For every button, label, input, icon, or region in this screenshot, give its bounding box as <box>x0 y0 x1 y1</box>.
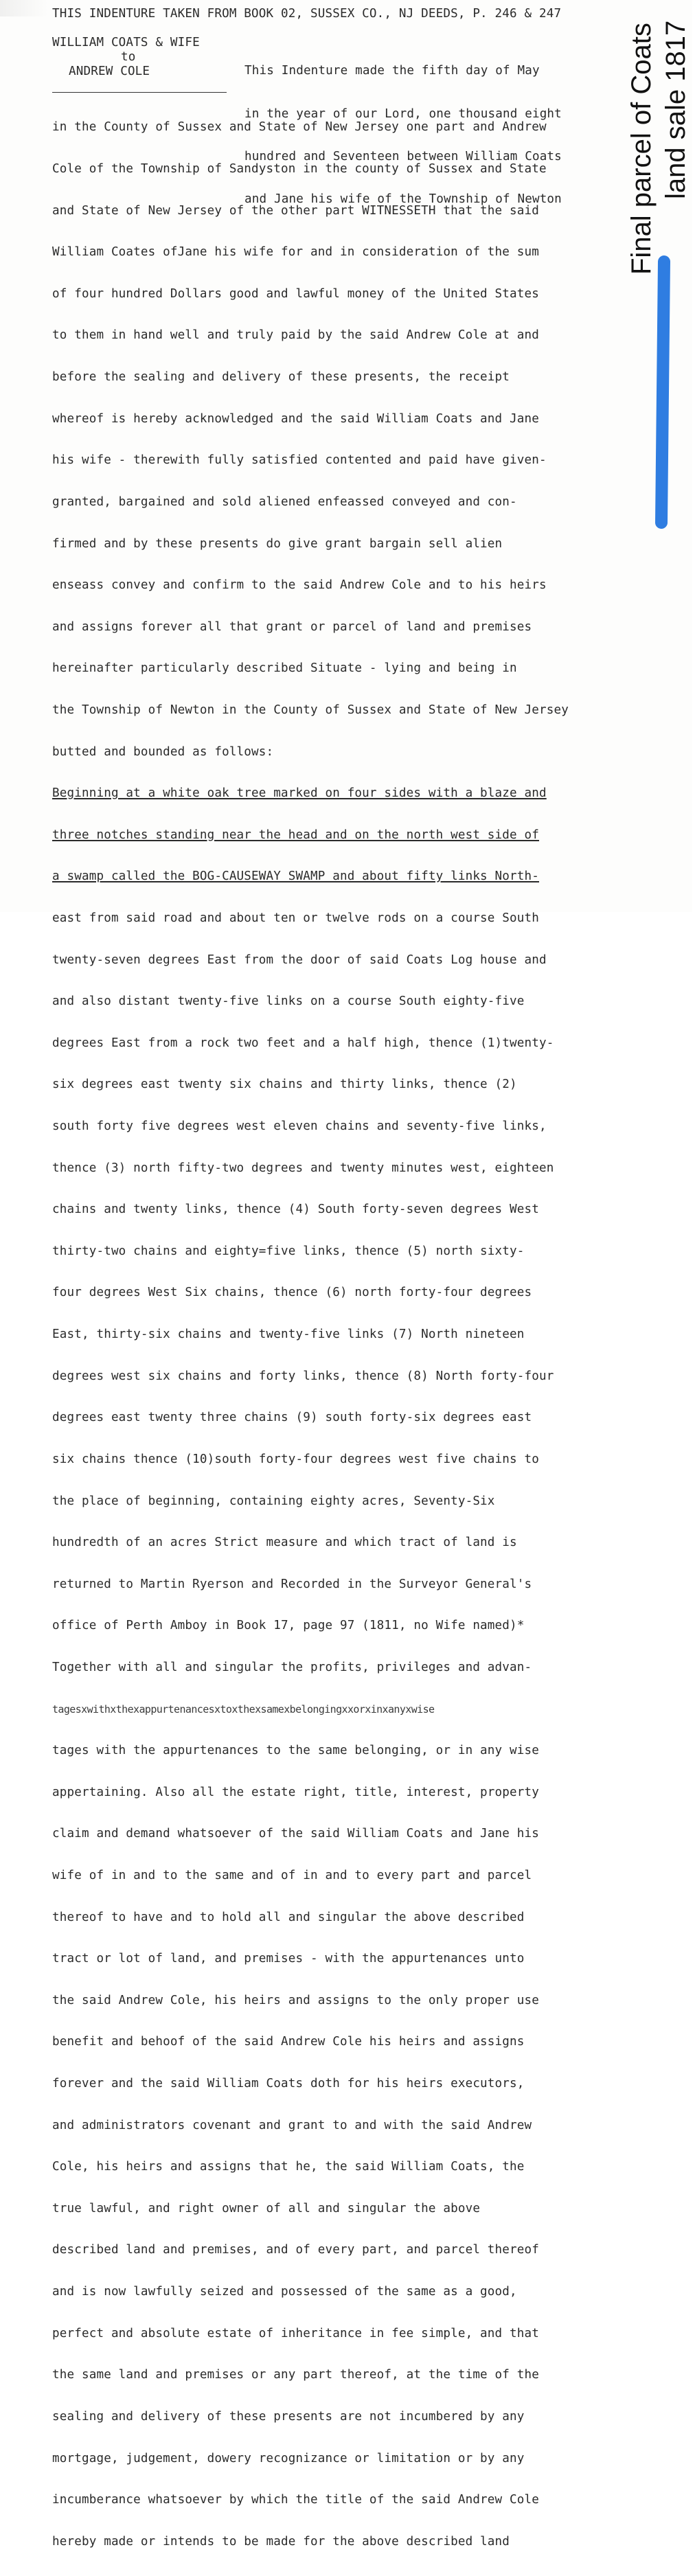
body-line: wife of in and to the same and of in and to every part and parcel <box>52 1869 532 1882</box>
body-line: six chains thence (10)south forty-four degrees west five chains to <box>52 1452 539 1466</box>
document-title: THIS INDENTURE TAKEN FROM BOOK 02, SUSSEX CO., NJ DEEDS, P. 246 & 247 <box>52 7 562 21</box>
body-line: chains and twenty links, thence (4) South forty-seven degrees West <box>52 1202 539 1217</box>
body-line: thereof to have and to hold all and singular the above described <box>52 1910 525 1924</box>
body-line: incumberance whatsoever by which the title of the said Andrew Cole <box>52 2493 539 2507</box>
body-line: and is now lawfully seized and possessed of the same as a good, <box>52 2285 517 2299</box>
parties-block <box>52 36 200 79</box>
body-line: returned to Martin Ryerson and Recorded in the Surveyor General's <box>52 1577 532 1591</box>
annotation-line-1: Final parcel of Coats <box>626 23 657 275</box>
grantor-name: WILLIAM COATS & WIFE <box>52 36 200 49</box>
body-line: and assigns forever all that grant or parcel of land and premises <box>52 619 532 634</box>
body-line: perfect and absolute estate of inheritance in fee simple, and that <box>52 2326 539 2340</box>
body-line: Cole, his heirs and assigns that he, the said William Coats, the <box>52 2160 525 2174</box>
boundary-line: three notches standing near the head and on the north west side of <box>52 828 539 842</box>
struck-out-line: tagesxwithxthexappurtenancesxtoxthexsamexbelongingxxorxinxanyxwise <box>52 1702 435 1716</box>
grantee-name: ANDREW COLE <box>69 65 150 78</box>
body-line: the said Andrew Cole, his heirs and assigns to the only proper use <box>52 1993 539 2007</box>
boundary-line: Beginning at a white oak tree marked on four sides with a blaze and <box>52 786 547 801</box>
body-line: hereby made or intends to be made for the above described land <box>52 2534 510 2549</box>
body-line: and administrators covenant and grant to and with the said Andrew <box>52 2118 532 2132</box>
body-line: four degrees West Six chains, thence (6) north forty-four degrees <box>52 1286 532 1300</box>
intro-line: This Indenture made the fifth day of May <box>244 64 540 78</box>
body-line: forever and the said William Coats doth for his heirs executors, <box>52 2077 525 2091</box>
parties-to: to <box>121 50 136 64</box>
deed-body <box>52 93 569 2576</box>
body-line: tages with the appurtenances to the same belonging, or in any wise <box>52 1744 539 1758</box>
body-line: east from said road and about ten or twelve rods on a course South <box>52 911 539 925</box>
paper-smudge <box>0 0 48 16</box>
body-line: hundredth of an acres Strict measure and which tract of land is <box>52 1536 517 1550</box>
body-line: the Township of Newton in the County of Sussex and State of New Jersey <box>52 703 569 717</box>
body-line: hereinafter particularly described Situate - lying and being in <box>52 661 517 676</box>
body-line: claim and demand whatsoever of the said William Coats and Jane his <box>52 1827 539 1841</box>
body-line: William Coates ofJane his wife for and in consideration of the sum <box>52 245 539 260</box>
body-line: appertaining. Also all the estate right, title, interest, property <box>52 1785 539 1799</box>
body-line: degrees east twenty three chains (9) south forty-six degrees east <box>52 1411 532 1425</box>
body-line: thence (3) north fifty-two degrees and twenty minutes west, eighteen <box>52 1161 554 1175</box>
body-line: and State of New Jersey of the other part WITNESSETH that the said <box>52 203 539 218</box>
body-line: firmed and by these presents do give grant bargain sell alien <box>52 536 503 551</box>
body-line: south forty five degrees west eleven chains and seventy-five links, <box>52 1119 547 1134</box>
body-line: of four hundred Dollars good and lawful money of the United States <box>52 286 539 301</box>
body-line: Cole of the Township of Sandyston in the county of Sussex and State <box>52 162 547 176</box>
body-line: mortgage, judgement, dowery recognizance or limitation or by any <box>52 2451 525 2465</box>
body-line: Together with all and singular the profits, privileges and advan- <box>52 1660 532 1674</box>
body-line: degrees west six chains and forty links, thence (8) North forty-four <box>52 1369 554 1383</box>
body-line: described land and premises, and of every part, and parcel thereof <box>52 2243 539 2257</box>
intro-line: and Jane his wife of the Township of Newton <box>244 192 562 206</box>
intro-line: hundred and Seventeen between William Coats <box>244 149 562 163</box>
body-line: before the sealing and delivery of these presents, the receipt <box>52 370 510 385</box>
body-line: his wife - therewith fully satisfied contented and paid have given- <box>52 453 547 468</box>
body-line: degrees East from a rock two feet and a half high, thence (1)twenty- <box>52 1036 554 1050</box>
body-line: the same land and premises or any part thereof, at the time of the <box>52 2368 539 2382</box>
body-line: six degrees east twenty six chains and thirty links, thence (2) <box>52 1078 517 1092</box>
body-line: in the County of Sussex and State of New Jersey one part and Andrew <box>52 120 547 135</box>
body-line: benefit and behoof of the said Andrew Cole his heirs and assigns <box>52 2035 525 2049</box>
blue-highlight-mark <box>655 255 670 529</box>
body-line: whereof is hereby acknowledged and the said William Coats and Jane <box>52 411 539 426</box>
body-line: and also distant twenty-five links on a course South eighty-five <box>52 994 525 1009</box>
body-line: office of Perth Amboy in Book 17, page 97 (1811, no Wife named)* <box>52 1619 525 1633</box>
intro-line: in the year of our Lord, one thousand eight <box>244 106 562 121</box>
annotation-line-2: land sale 1817 <box>661 20 691 199</box>
boundary-line: a swamp called the BOG-CAUSEWAY SWAMP and about fifty links North- <box>52 869 539 884</box>
body-line: enseass convey and confirm to the said Andrew Cole and to his heirs <box>52 578 547 593</box>
body-line: granted, bargained and sold aliened enfeassed conveyed and con- <box>52 494 517 509</box>
body-line: sealing and delivery of these presents are not incumbered by any <box>52 2409 525 2424</box>
body-line: twenty-seven degrees East from the door of said Coats Log house and <box>52 953 547 967</box>
body-line: the place of beginning, containing eighty acres, Seventy-Six <box>52 1494 495 1508</box>
body-line: butted and bounded as follows: <box>52 744 274 759</box>
body-line: to them in hand well and truly paid by the said Andrew Cole at and <box>52 328 539 343</box>
body-line: tract or lot of land, and premises - with the appurtenances unto <box>52 1952 525 1966</box>
body-line: East, thirty-six chains and twenty-five links (7) North nineteen <box>52 1327 525 1342</box>
body-line: true lawful, and right owner of all and singular the above <box>52 2201 481 2215</box>
body-line: thirty-two chains and eighty=five links, thence (5) north sixty- <box>52 1244 525 1258</box>
